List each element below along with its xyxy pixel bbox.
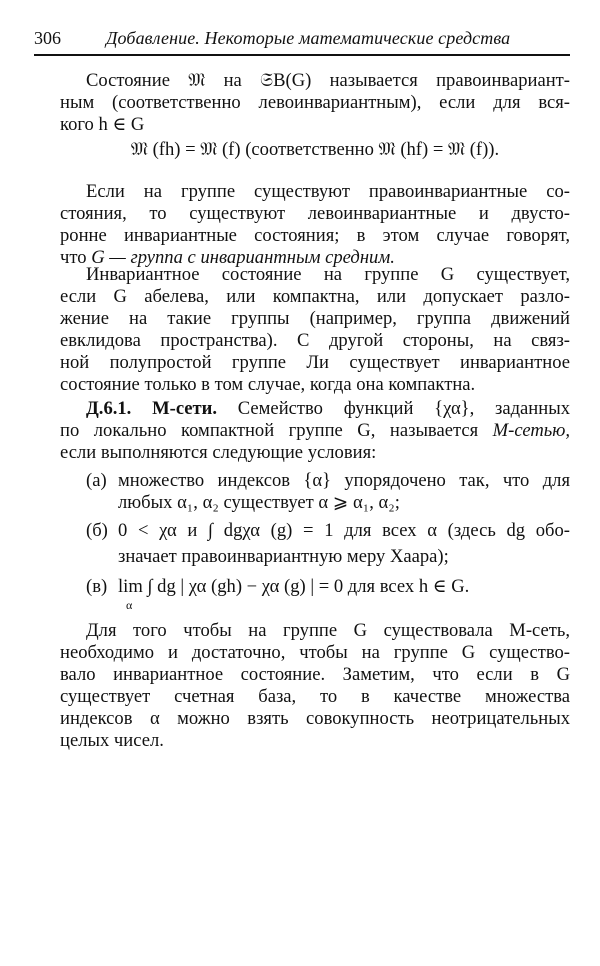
- conditions-list: [60, 470, 570, 612]
- formula-invariance: 𝔐 (fh) = 𝔐 (f) (соответственно 𝔐 (hf) = 𝔐 (f)).: [130, 139, 500, 160]
- condition-item: [60, 470, 570, 514]
- text-line: значает правоинвариантную меру Хаара);: [118, 546, 449, 567]
- text-line: множество индексов {α} упорядочено так, что для: [118, 470, 570, 491]
- paragraph-existence: [60, 264, 570, 396]
- text-line: если G абелева, или компактна, или допускает разло-: [60, 286, 570, 307]
- text-line: состояние только в том случае, когда она компактна.: [60, 374, 476, 395]
- text-line: существует счетная база, то в качестве множества: [60, 686, 570, 707]
- condition-marker: (в): [86, 576, 108, 597]
- text-line: если выполняются следующие условия:: [60, 442, 377, 463]
- condition-item: [60, 520, 570, 568]
- text-line: ронне инвариантные состояния; в этом случае говорят,: [60, 225, 570, 246]
- text-line: [60, 398, 570, 420]
- text-line: индексов α можно взять совокупность неотрицательных: [60, 708, 570, 729]
- text-line: стояния, то существуют левоинвариантные и двусто-: [60, 203, 570, 224]
- paragraph-m-net-criterion: [60, 620, 570, 752]
- text-line: евклидова пространства). С другой стороны, на связ-: [60, 330, 570, 351]
- text-line: lim ∫ dg | χα (gh) − χα (g) | = 0 для всех h ∈ G.: [118, 576, 470, 597]
- defined-term: M-сетью,: [492, 420, 570, 441]
- header-rule: [34, 54, 570, 56]
- condition-marker: (а): [86, 470, 107, 491]
- text-line: Инвариантное состояние на группе G существует,: [86, 264, 570, 285]
- text-line: ной полупростой группе Ли существует инвариантное: [60, 352, 570, 373]
- text-line: Состояние 𝔐 на 𝔖B(G) называется правоинвариант-: [86, 70, 570, 91]
- section-m-nets: [60, 398, 570, 612]
- page-header: [34, 28, 570, 54]
- condition-item: [60, 576, 570, 612]
- text-line: кого h ∈ G: [60, 114, 145, 135]
- text-line: ным (соответственно левоинвариантным), если для вся-: [60, 92, 570, 113]
- paragraph-invariant-mean: [60, 181, 570, 269]
- text-line: жение на такие группы (например, группа движений: [60, 308, 570, 329]
- text-line: Если на группе существуют правоинвариантные со-: [86, 181, 570, 202]
- text-fragment: Семейство функций {χα}, заданных: [217, 398, 570, 419]
- text-line: [60, 420, 570, 442]
- text-line: вало инвариантное состояние. Заметим, что если в G: [60, 664, 570, 685]
- text-fragment: что: [60, 247, 92, 268]
- text-line: необходимо и достаточно, чтобы на группе G существо-: [60, 642, 570, 663]
- text-line: любых α₁, α₂ существует α ⩾ α₁, α₂;: [118, 492, 400, 513]
- condition-marker: (б): [86, 520, 108, 541]
- limit-subscript: α: [126, 598, 133, 612]
- text-line: целых чисел.: [60, 730, 164, 751]
- condition-body: [60, 576, 570, 612]
- section-heading: Д.6.1. M-сети.: [86, 398, 218, 419]
- text-line: Для того чтобы на группе G существовала M-сеть,: [86, 620, 570, 641]
- text-line: 0 < χα и ∫ dgχα (g) = 1 для всех α (здесь dg обо-: [118, 520, 570, 541]
- running-title: Добавление. Некоторые математические средства: [106, 28, 511, 48]
- condition-body: [60, 470, 570, 514]
- text-fragment: по локально компактной группе G, называется: [60, 420, 493, 441]
- page-number: 306: [34, 28, 61, 48]
- defined-term: G — группа с инвариантным средним.: [91, 247, 395, 268]
- paragraph-invariant-state-definition: [60, 70, 570, 161]
- condition-body: [60, 520, 570, 568]
